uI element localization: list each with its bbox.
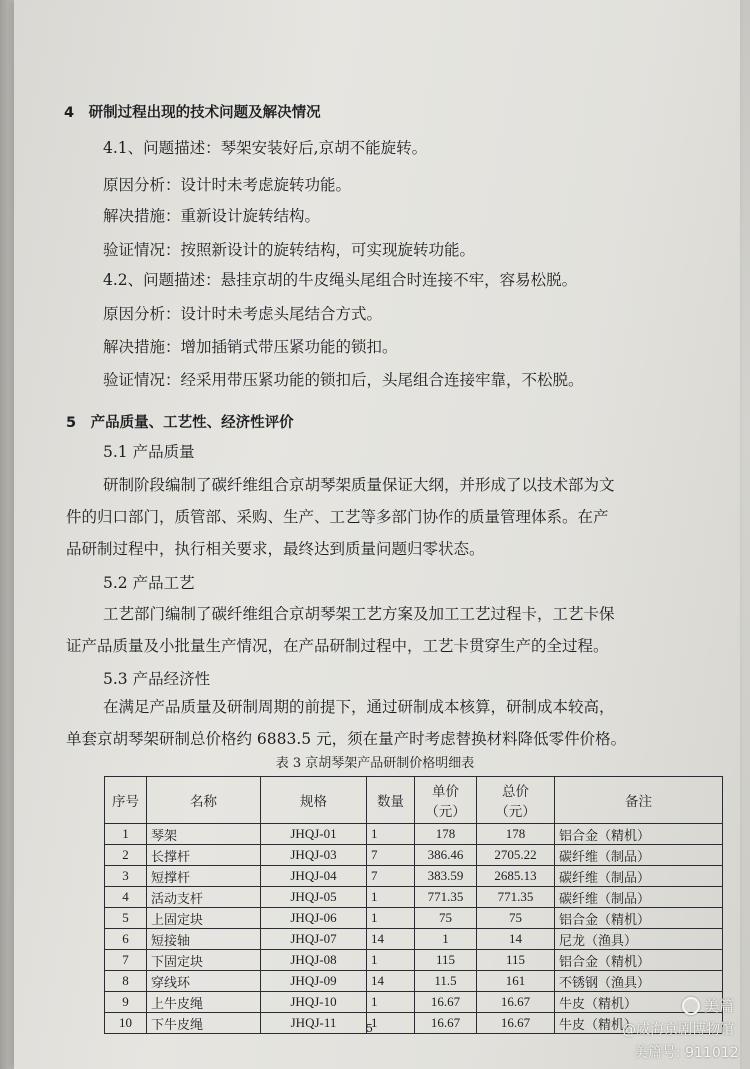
cell-name: 下固定块	[147, 950, 261, 971]
cell-no: 6	[105, 929, 147, 950]
cell-unit: 75	[415, 908, 477, 929]
cell-qty: 1	[367, 950, 415, 971]
cell-remark: 牛皮（精机）	[555, 992, 723, 1013]
table-header-row	[105, 777, 723, 824]
table-body	[105, 824, 723, 1034]
cell-remark: 铝合金（精机）	[555, 908, 723, 929]
header-remark: 备注	[555, 777, 723, 824]
cell-unit: 386.46	[415, 845, 477, 866]
cell-spec: JHQJ-05	[261, 887, 367, 908]
cell-unit: 771.35	[415, 887, 477, 908]
cell-name: 活动支杆	[147, 887, 261, 908]
table-row	[105, 887, 723, 908]
header-total-price-unit: （元）	[495, 804, 536, 819]
cell-no: 5	[105, 908, 147, 929]
cell-unit: 16.67	[415, 992, 477, 1013]
header-total-price	[477, 777, 555, 824]
watermark-brand: 美篇	[704, 997, 735, 1015]
cell-name: 短撑杆	[147, 866, 261, 887]
cell-no: 1	[105, 824, 147, 845]
section-5-heading: 5 产品质量、工艺性、经济性评价	[66, 415, 294, 431]
s4-line-2: 原因分析：设计时未考虑旋转功能。	[103, 176, 352, 194]
s4-line-6: 原因分析：设计时未考虑头尾结合方式。	[103, 305, 383, 323]
s4-line-1: 4.1、问题描述：琴架安装好后,京胡不能旋转。	[103, 139, 428, 157]
watermark-account: @威海京剧博物馆	[622, 1022, 734, 1038]
page-number: 5	[366, 1022, 373, 1035]
table-row	[105, 824, 723, 845]
cell-no: 3	[105, 866, 147, 887]
cell-no: 8	[105, 971, 147, 992]
cell-spec: JHQJ-06	[261, 908, 367, 929]
s4-line-3: 解决措施：重新设计旋转结构。	[103, 207, 321, 225]
header-spec: 规格	[261, 777, 367, 824]
p1-line-1: 研制阶段编制了碳纤维组合京胡琴架质量保证大纲，并形成了以技术部为文	[103, 476, 615, 494]
cell-total: 161	[477, 971, 555, 992]
cell-remark: 尼龙（渔具）	[555, 929, 723, 950]
table-row	[105, 971, 723, 992]
table-row	[105, 866, 723, 887]
cell-spec: JHQJ-04	[261, 866, 367, 887]
cell-spec: JHQJ-03	[261, 845, 367, 866]
section-4-heading: 4 研制过程出现的技术问题及解决情况	[64, 105, 321, 121]
subsection-5-3: 5.3 产品经济性	[103, 670, 211, 688]
cell-remark: 牛皮（精机）	[555, 1013, 723, 1034]
cell-qty: 1	[367, 824, 415, 845]
cell-total: 75	[477, 908, 555, 929]
cell-spec: JHQJ-10	[261, 992, 367, 1013]
cell-name: 琴架	[147, 824, 261, 845]
cell-qty: 7	[367, 845, 415, 866]
cell-name: 上牛皮绳	[147, 992, 261, 1013]
cell-no: 9	[105, 992, 147, 1013]
cell-total: 178	[477, 824, 555, 845]
cell-unit: 11.5	[415, 971, 477, 992]
cell-total: 16.67	[477, 992, 555, 1013]
cell-qty: 7	[367, 866, 415, 887]
cell-unit: 115	[415, 950, 477, 971]
table-row	[105, 908, 723, 929]
table-caption: 表 3 京胡琴架产品研制价格明细表	[275, 756, 475, 771]
header-unit-price-unit: （元）	[425, 804, 466, 819]
cell-unit: 383.59	[415, 866, 477, 887]
cell-total: 16.67	[477, 1013, 555, 1034]
cell-remark: 不锈钢（渔具）	[555, 971, 723, 992]
cell-name: 短接轴	[147, 929, 261, 950]
cell-total: 771.35	[477, 887, 555, 908]
cell-no: 7	[105, 950, 147, 971]
s4-line-4: 验证情况：按照新设计的旋转结构，可实现旋转功能。	[103, 241, 476, 259]
cell-total: 2685.13	[477, 866, 555, 887]
cell-spec: JHQJ-11	[261, 1013, 367, 1034]
table-row	[105, 950, 723, 971]
cell-qty: 1	[367, 1013, 415, 1034]
cell-total: 14	[477, 929, 555, 950]
cell-no: 4	[105, 887, 147, 908]
book-gutter	[0, 0, 14, 1069]
cell-qty: 1	[367, 887, 415, 908]
header-name: 名称	[147, 777, 261, 824]
cell-name: 下牛皮绳	[147, 1013, 261, 1034]
cell-spec: JHQJ-01	[261, 824, 367, 845]
table-row	[105, 845, 723, 866]
s4-line-5: 4.2、问题描述：悬挂京胡的牛皮绳头尾组合时连接不牢，容易松脱。	[103, 271, 578, 289]
subsection-5-1: 5.1 产品质量	[103, 443, 195, 461]
cell-qty: 1	[367, 908, 415, 929]
cell-unit: 1	[415, 929, 477, 950]
p3-line-2: 单套京胡琴架研制总价格约 6883.5 元，须在量产时考虑替换材料降低零件价格。	[66, 730, 627, 748]
cell-remark: 碳纤维（制品）	[555, 845, 723, 866]
meipian-logo-icon	[682, 997, 700, 1015]
cell-remark: 铝合金（精机）	[555, 950, 723, 971]
cell-qty: 14	[367, 929, 415, 950]
table-row	[105, 929, 723, 950]
cell-remark: 碳纤维（制品）	[555, 866, 723, 887]
cell-no: 2	[105, 845, 147, 866]
cell-remark: 碳纤维（制品）	[555, 887, 723, 908]
header-unit-price-label: 单价	[432, 784, 459, 799]
header-qty: 数量	[367, 777, 415, 824]
header-no: 序号	[105, 777, 147, 824]
p2-line-1: 工艺部门编制了碳纤维组合京胡琴架工艺方案及加工工艺过程卡，工艺卡保	[103, 605, 615, 623]
cell-unit: 178	[415, 824, 477, 845]
cell-qty: 14	[367, 971, 415, 992]
cell-qty: 1	[367, 992, 415, 1013]
s4-line-8: 验证情况：经采用带压紧功能的锁扣后，头尾组合连接牢靠，不松脱。	[103, 371, 584, 389]
header-total-price-label: 总价	[502, 784, 529, 799]
cell-name: 长撑杆	[147, 845, 261, 866]
p3-line-1: 在满足产品质量及研制周期的前提下，通过研制成本核算，研制成本较高，	[103, 698, 615, 716]
header-unit-price	[415, 777, 477, 824]
cell-unit: 16.67	[415, 1013, 477, 1034]
subsection-5-2: 5.2 产品工艺	[103, 574, 195, 592]
cell-total: 115	[477, 950, 555, 971]
p1-line-2: 件的归口部门，质管部、采购、生产、工艺等多部门协作的质量管理体系。在产	[66, 508, 609, 526]
p2-line-2: 证产品质量及小批量生产情况，在产品研制过程中，工艺卡贯穿生产的全过程。	[66, 637, 609, 655]
price-table	[104, 776, 723, 1034]
cell-name: 穿线环	[147, 971, 261, 992]
cell-remark: 铝合金（精机）	[555, 824, 723, 845]
s4-line-7: 解决措施：增加插销式带压紧功能的锁扣。	[103, 338, 398, 356]
p1-line-3: 品研制过程中，执行相关要求，最终达到质量问题归零状态。	[66, 540, 485, 558]
cell-spec: JHQJ-08	[261, 950, 367, 971]
watermark-id: 美篇号: 911012	[634, 1045, 739, 1061]
table-row	[105, 992, 723, 1013]
cell-spec: JHQJ-07	[261, 929, 367, 950]
cell-total: 2705.22	[477, 845, 555, 866]
cell-spec: JHQJ-09	[261, 971, 367, 992]
cell-name: 上固定块	[147, 908, 261, 929]
cell-no: 10	[105, 1013, 147, 1034]
